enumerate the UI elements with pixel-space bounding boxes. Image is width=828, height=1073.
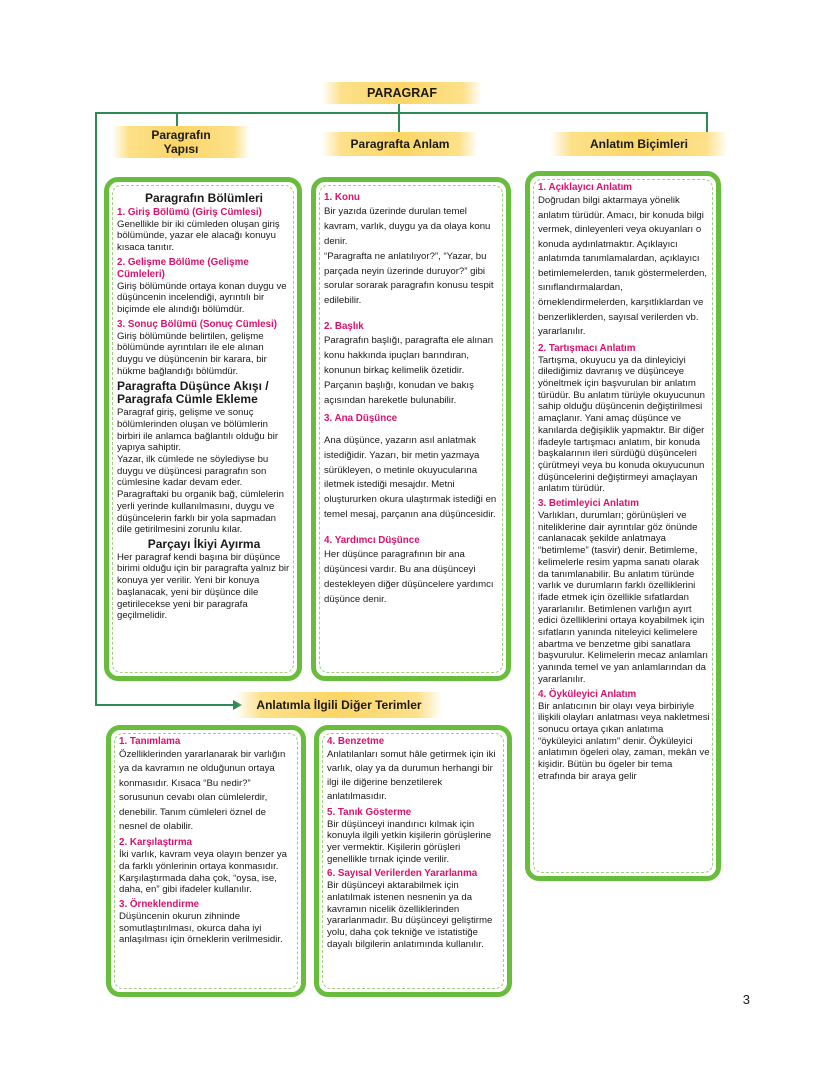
- connector-left-stem: [176, 112, 178, 126]
- giris-title: 1. Giriş Bölümü (Giriş Cümlesi): [117, 206, 262, 218]
- box-anlatim-bicimleri: [525, 171, 721, 881]
- akis-title: Paragrafta Düşünce Akışı / Paragrafa Cümle Ekleme: [117, 378, 269, 407]
- box-terimler-left: [106, 725, 306, 997]
- box-terimler-right: [314, 725, 512, 997]
- ayirma-title: Parçayı İkiyi Ayırma: [147, 536, 261, 551]
- bolumler-title: Paragrafın Bölümleri: [144, 191, 264, 205]
- page-number: 3: [742, 992, 750, 1007]
- ornek-text: Düşüncenin okurun zihninde somutlaştırılması, okurca daha iyi anlaşılması için örneklerin verilmesidir.: [119, 910, 283, 946]
- yardimci-text: Her düşünce paragrafının bir ana düşüncesi vardır. Bu ana düşünceyi destekleyen diğer düşüncelere yardımcı düşünce denir.: [324, 549, 494, 605]
- box-paragraf-yapisi: [104, 177, 302, 681]
- ana-title: 3. Ana Düşünce: [324, 412, 398, 424]
- gelisme-title: 2. Gelişme Bölüme (Gelişme Cümleleri): [117, 256, 249, 280]
- tanik-title: 5. Tanık Gösterme: [327, 806, 412, 818]
- betimleyici-text: Varlıkları, durumları; görünüşleri ve niteliklerine dair ayrıntılar göz önünde canlanacak şekilde anlatmaya “betimleme” (tasvir) denir. Betimleme, kelimelerle resim yapma sanatı olarak da tanımlanabilir. Bu anlatım türünde varlık ve durumların farklı özelliklerini ifade etmek için özellikle sıfatlardan yararlanılır. Betimlenen varlığın ayırt edici özelliklerini ortaya koyabilmek için sıfatların yanında niteleyici kelimelere abartma ve benzetme gibi sanatlara başvurulur. Kelimelerin mecaz anlamları yanında temel ve yan anlamlarından da yararlanılır.: [538, 510, 709, 685]
- betimleyici-title: 3. Betimleyici Anlatım: [538, 498, 639, 510]
- baslik-text: Paragrafın başlığı, paragrafta ele alınan konu hakkında ipuçları barındıran, konunun birkaç kelimelik özetidir. Parçanın başlığı, konudan ve bakış açısından hareketle bulunabilir.: [324, 335, 494, 406]
- anlam-content: [324, 190, 500, 672]
- karsilastirma-text: İki varlık, kavram veya olayın benzer ya da farklı yönlerinin ortaya konmasıdır. Karşılaştırmada daha çok, “oysa, ise, daha, en” gibi ifadeler kullanılır.: [119, 849, 287, 896]
- yardimci-title: 4. Yardımcı Düşünce: [324, 534, 420, 546]
- anlatim-content: [538, 182, 710, 872]
- konu-title: 1. Konu: [324, 192, 360, 203]
- header-terimler: Anlatımla İlgili Diğer Terimler: [236, 692, 442, 718]
- benzetme-text: Anlatılanları somut hâle getirmek için iki varlık, olay ya da durumun herhangi bir ilgi ile diğerine benzetilerek anlatılmasıdır.: [327, 748, 496, 802]
- connector-center-stem: [398, 112, 400, 132]
- tanimlama-text: Özelliklerinden yararlanarak bir varlığın ya da kavramın ne olduğunun ortaya konmasıdır. Kısaca “Bu nedir?” sorusunun cevabı olan cümlelerdir, denebilir. Tanım cümleleri öznel de nesnel de olabilir.: [119, 748, 286, 832]
- sayisal-text: Bir düşünceyi aktarabilmek için anlatılmak istenen nesnenin ya da kavramın nicelik özelliklerinden yararlanmadır. Bu düşünceyi geliştirme yolu, daha çok tekniğe ve istatistiğe dayalı bilgilerin anlatımında kullanılır.: [327, 880, 493, 950]
- yapi-content: [117, 190, 291, 672]
- header-anlatim: Anlatım Biçimleri: [550, 132, 728, 156]
- connector-left-vertical: [95, 112, 97, 705]
- terim-left-content: [119, 736, 295, 988]
- tanimlama-title: 1. Tanımlama: [119, 736, 181, 747]
- sonuc-title: 3. Sonuç Bölümü (Sonuç Cümlesi): [117, 318, 278, 330]
- ayirma-text: Her paragraf kendi başına bir düşünce birimi olduğu için bir paragrafta yalnız bir konuya yer verilir. Yeni bir konuya başlanacak, yeni bir düşünce dile getirilecekse yeni bir paragrafa geçilmelidir.: [117, 551, 290, 622]
- sonuc-text: Giriş bölümünde belirtilen, gelişme bölümünde ayrıntıları ile ele alınan duygu ve düşüncenin bir karara, bir hükme bağlandığı bölümdür.: [117, 330, 267, 377]
- oykuleyici-title: 4. Öyküleyici Anlatım: [538, 688, 637, 700]
- benzetme-title: 4. Benzetme: [327, 736, 385, 747]
- baslik-title: 2. Başlık: [324, 321, 364, 333]
- connector-right-stem: [706, 112, 708, 132]
- header-yapi: Paragrafın Yapısı: [112, 126, 250, 158]
- aciklayici-text: Doğrudan bilgi aktarmaya yönelik anlatım türüdür. Amacı, bir konuda bilgi vermek, dinleyenleri veya okuyanları o konuda aydınlatmaktır. Açıklayıcı anlatımda tanımlamalardan, açıklayıcı betimlemelerden, tanık göstermelerden, sınıflandırmalardan, örneklendirmelerden, karşıtlıklardan ve benzerliklerden, sayısal verilerden vb. yararlanılır.: [538, 194, 708, 338]
- box-paragrafta-anlam: [311, 177, 511, 681]
- gelisme-text: Giriş bölümünde ortaya konan duygu ve düşüncenin incelendiği, ayrıntılı bir biçimde ele alındığı bölümdür.: [117, 280, 287, 316]
- ornek-title: 3. Örneklendirme: [119, 899, 200, 911]
- oykuleyici-text: Bir anlatıcının bir olayı veya birbiriyle ilişkili olayları anlatması veya nakletmesi sonucu ortaya çıkan anlatıma “öyküleyici anlatım” denir. Öyküleyici anlatımın ögeleri olay, zaman, mekân ve kişidir. Bütün bu ögeler bir tema etrafında bir araya gelir: [538, 700, 710, 782]
- akis-text-2: Yazar, ilk cümlede ne söylediyse bu duygu ve düşüncesi paragrafın son cümlesine kadar devam eder.: [117, 453, 269, 489]
- akis-text-1: Paragraf giriş, gelişme ve sonuç bölümlerinden oluşan ve bölümlerin birbiri ile anlamca bağlantılı olduğu bir yapıya sahiptir.: [117, 407, 279, 454]
- connector-top-horizontal: [95, 112, 707, 114]
- terim-right-content: [327, 736, 501, 988]
- konu-text-2: “Paragrafta ne anlatılıyor?”, “Yazar, bu parçada neyin üzerinde duruyor?” gibi sorular sorarak paragrafın konusu tespit edilebilir.: [324, 250, 494, 307]
- aciklayici-title: 1. Açıklayıcı Anlatım: [538, 182, 633, 193]
- giris-text: Genellikle bir iki cümleden oluşan giriş bölümünde, yazar ele alacağı konuyu kısaca tanıtır.: [117, 218, 280, 254]
- tartismaci-title: 2. Tartışmacı Anlatım: [538, 342, 636, 354]
- sayisal-title: 6. Sayısal Verilerden Yararlanma: [327, 868, 478, 880]
- page-title: PARAGRAF: [322, 82, 482, 104]
- konu-text-1: Bir yazıda üzerinde durulan temel kavram, varlık, duygu ya da olaya konu denir.: [324, 206, 491, 247]
- header-anlam: Paragrafta Anlam: [322, 132, 478, 156]
- connector-bottom-horizontal: [95, 704, 235, 706]
- karsilastirma-title: 2. Karşılaştırma: [119, 837, 192, 849]
- tartismaci-text: Tartışma, okuyucu ya da dinleyiciyi dilediğimiz davranış ve düşünceye yöneltmek için başvurulan bir anlatım türüdür. Bu anlatım türüyle okuyucunun sahip olduğu düşüncenin değiştirilmesi amaçlanır. Yani amaç düşünce ve kanılarda değişiklik yapmaktır. Bir diğer ifadeyle tartışmacı anlatım, bir konuda başkalarının ileri sürdüğü düşünceleri çürütmeyi veya bu konuda okuyucunun düşüncelerini değiştirmeyi amaçlayan anlatım türüdür.: [538, 354, 705, 495]
- akis-text-3: Paragraftaki bu organik bağ, cümlelerin yerli yerinde kullanılmasını, duygu ve düşüncelerin farklı bir yola sapmadan dile getirilmesini zorunlu kılar.: [117, 489, 284, 536]
- ana-text: Ana düşünce, yazarın asıl anlatmak istediğidir. Yazarı, bir metin yazmaya sürükleyen, o metinle okuyucularına iletmek istediği mesajdır. Metni oluştururken okura ulaştırmak istediği en temel mesaj, parçanın ana düşüncesidir.: [324, 434, 497, 521]
- tanik-text: Bir düşünceyi inandırıcı kılmak için konuyla ilgili yetkin kişilerin görüşlerine yer vermektir. Kişilerin görüşleri genellikle tırnak içinde verilir.: [327, 818, 492, 865]
